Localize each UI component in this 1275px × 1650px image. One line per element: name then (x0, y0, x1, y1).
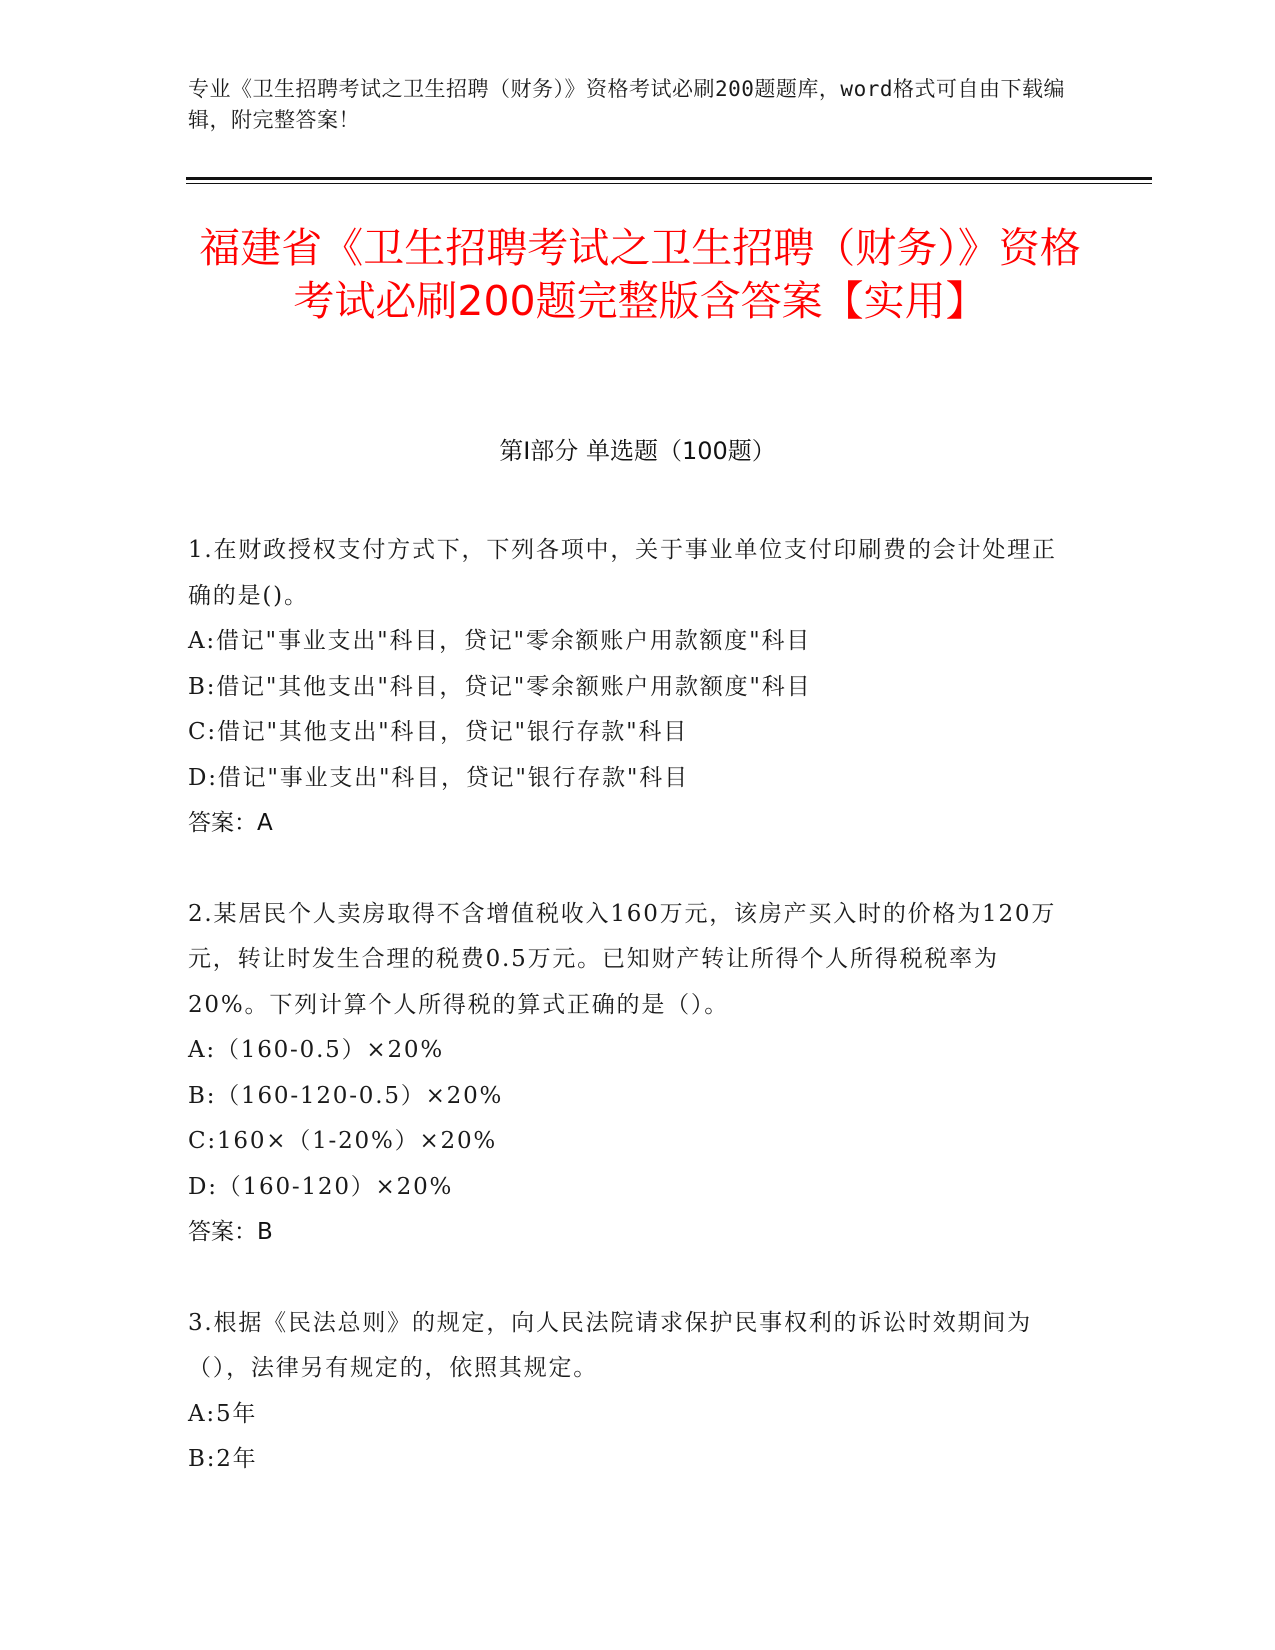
option-a: A:（160-0.5）×20% (188, 1037, 445, 1063)
option-b: B:2年 (188, 1446, 258, 1472)
question-stem: 1.在财政授权支付方式下，下列各项中，关于事业单位支付印刷费的会计处理正确的是()。 (188, 537, 1057, 609)
answer: 答案：B (188, 1219, 273, 1245)
option-a: A:借记"事业支出"科目，贷记"零余额账户用款额度"科目 (188, 628, 812, 654)
question-stem: 2.某居民个人卖房取得不含增值税收入160万元，该房产买入时的价格为120万元，转让时发生合理的税费0.5万元。已知财产转让所得个人所得税税率为20%。下列计算个人所得税的算式正确的是（）。 (188, 900, 1057, 1018)
option-d: D:借记"事业支出"科目，贷记"银行存款"科目 (188, 764, 689, 791)
header-divider-thin (186, 183, 1152, 184)
option-c: C:借记"其他支出"科目，贷记"银行存款"科目 (188, 719, 689, 745)
question-1 (188, 528, 1068, 847)
header-note: 专业《卫生招聘考试之卫生招聘（财务）》资格考试必刷200题题库，word格式可自由下载编辑，附完整答案！ (188, 77, 1065, 132)
document-title: 福建省《卫生招聘考试之卫生招聘（财务）》资格考试必刷200题完整版含答案【实用】 (199, 224, 1081, 325)
question-stem: 3.根据《民法总则》的规定，向人民法院请求保护民事权利的诉讼时效期间为（），法律另有规定的，依照其规定。 (188, 1309, 1032, 1381)
option-b: B:借记"其他支出"科目，贷记"零余额账户用款额度"科目 (188, 673, 812, 700)
question-2 (188, 892, 1068, 1256)
section-title: 第I部分 单选题（100题） (499, 437, 776, 465)
question-list (188, 528, 1068, 1528)
option-b: B:（160-120-0.5）×20% (188, 1082, 504, 1109)
question-3 (188, 1301, 1068, 1483)
option-c: C:160×（1-20%）×20% (188, 1128, 498, 1154)
header-divider-thick (186, 177, 1152, 180)
option-a: A:5年 (188, 1400, 258, 1427)
option-d: D:（160-120）×20% (188, 1173, 454, 1200)
answer: 答案：A (188, 810, 273, 836)
